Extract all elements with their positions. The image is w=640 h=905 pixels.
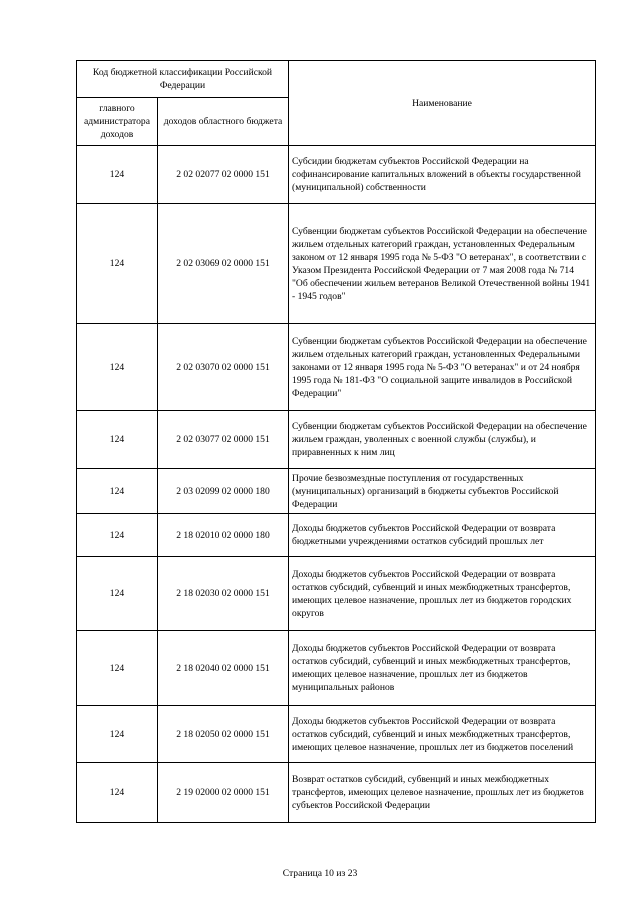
table-row bbox=[77, 631, 596, 706]
cell-name: Доходы бюджетов субъектов Российской Федерации от возврата остатков субсидий, субвенций и иных межбюджетных трансфертов, имеющих целевое назначение, прошлых лет из бюджетов муниципальных районов bbox=[289, 631, 596, 706]
cell-name: Доходы бюджетов субъектов Российской Федерации от возврата остатков субсидий, субвенций и иных межбюджетных трансфертов, имеющих целевое назначение, прошлых лет из бюджетов поселений bbox=[289, 706, 596, 763]
cell-name: Прочие безвозмездные поступления от государственных (муниципальных) организаций в бюджеты субъектов Российской Федерации bbox=[289, 469, 596, 514]
cell-admin-code: 124 bbox=[77, 411, 158, 469]
table-row bbox=[77, 763, 596, 823]
cell-income-code: 2 18 02040 02 0000 151 bbox=[158, 631, 289, 706]
cell-income-code: 2 02 03077 02 0000 151 bbox=[158, 411, 289, 469]
table-row bbox=[77, 324, 596, 411]
cell-income-code: 2 18 02050 02 0000 151 bbox=[158, 706, 289, 763]
cell-income-code: 2 02 03070 02 0000 151 bbox=[158, 324, 289, 411]
cell-income-code: 2 19 02000 02 0000 151 bbox=[158, 763, 289, 823]
cell-admin-code: 124 bbox=[77, 631, 158, 706]
table-row bbox=[77, 204, 596, 324]
table-row bbox=[77, 469, 596, 514]
cell-income-code: 2 18 02010 02 0000 180 bbox=[158, 514, 289, 557]
cell-name: Возврат остатков субсидий, субвенций и иных межбюджетных трансфертов, имеющих целевое назначение, прошлых лет из бюджетов субъектов Российской Федерации bbox=[289, 763, 596, 823]
cell-income-code: 2 03 02099 02 0000 180 bbox=[158, 469, 289, 514]
table-row bbox=[77, 557, 596, 631]
cell-admin-code: 124 bbox=[77, 204, 158, 324]
cell-income-code: 2 02 02077 02 0000 151 bbox=[158, 146, 289, 204]
header-classification-code: Код бюджетной классификации Российской Федерации bbox=[77, 61, 289, 98]
header-regional-income: доходов областного бюджета bbox=[158, 98, 289, 146]
header-main-administrator: главного администратора доходов bbox=[77, 98, 158, 146]
cell-income-code: 2 18 02030 02 0000 151 bbox=[158, 557, 289, 631]
cell-admin-code: 124 bbox=[77, 514, 158, 557]
header-name: Наименование bbox=[289, 61, 596, 146]
table-row bbox=[77, 411, 596, 469]
cell-name: Субсидии бюджетам субъектов Российской Федерации на софинансирование капитальных вложений в объекты государственной (муниципальной) собственности bbox=[289, 146, 596, 204]
cell-admin-code: 124 bbox=[77, 706, 158, 763]
cell-name: Субвенции бюджетам субъектов Российской Федерации на обеспечение жильем граждан, уволенных с военной службы (службы), и приравненных к ним лиц bbox=[289, 411, 596, 469]
cell-name: Субвенции бюджетам субъектов Российской Федерации на обеспечение жильем отдельных категорий граждан, установленных Федеральными законами от 12 января 1995 года № 5-ФЗ "О ветеранах" и от 24 ноября 1995 года № 181-ФЗ "О социальной защите инвалидов в Российской Федерации" bbox=[289, 324, 596, 411]
table-row bbox=[77, 146, 596, 204]
cell-name: Субвенции бюджетам субъектов Российской Федерации на обеспечение жильем отдельных категорий граждан, установленных Федеральным законом от 12 января 1995 года № 5-ФЗ "О ветеранах", в соответствии с Указом Президента Российской Федерации от 7 мая 2008 года № 714 "Об обеспечении жильем ветеранов Великой Отечественной войны 1941 - 1945 годов" bbox=[289, 204, 596, 324]
cell-name: Доходы бюджетов субъектов Российской Федерации от возврата остатков субсидий, субвенций и иных межбюджетных трансфертов, имеющих целевое назначение, прошлых лет из бюджетов городских округов bbox=[289, 557, 596, 631]
cell-admin-code: 124 bbox=[77, 324, 158, 411]
cell-admin-code: 124 bbox=[77, 557, 158, 631]
budget-classification-table bbox=[76, 60, 596, 823]
page-number: Страница 10 из 23 bbox=[282, 868, 358, 879]
table-row bbox=[77, 706, 596, 763]
cell-admin-code: 124 bbox=[77, 469, 158, 514]
cell-admin-code: 124 bbox=[77, 763, 158, 823]
table-row bbox=[77, 514, 596, 557]
cell-income-code: 2 02 03069 02 0000 151 bbox=[158, 204, 289, 324]
cell-name: Доходы бюджетов субъектов Российской Федерации от возврата бюджетными учреждениями остатков субсидий прошлых лет bbox=[289, 514, 596, 557]
cell-admin-code: 124 bbox=[77, 146, 158, 204]
